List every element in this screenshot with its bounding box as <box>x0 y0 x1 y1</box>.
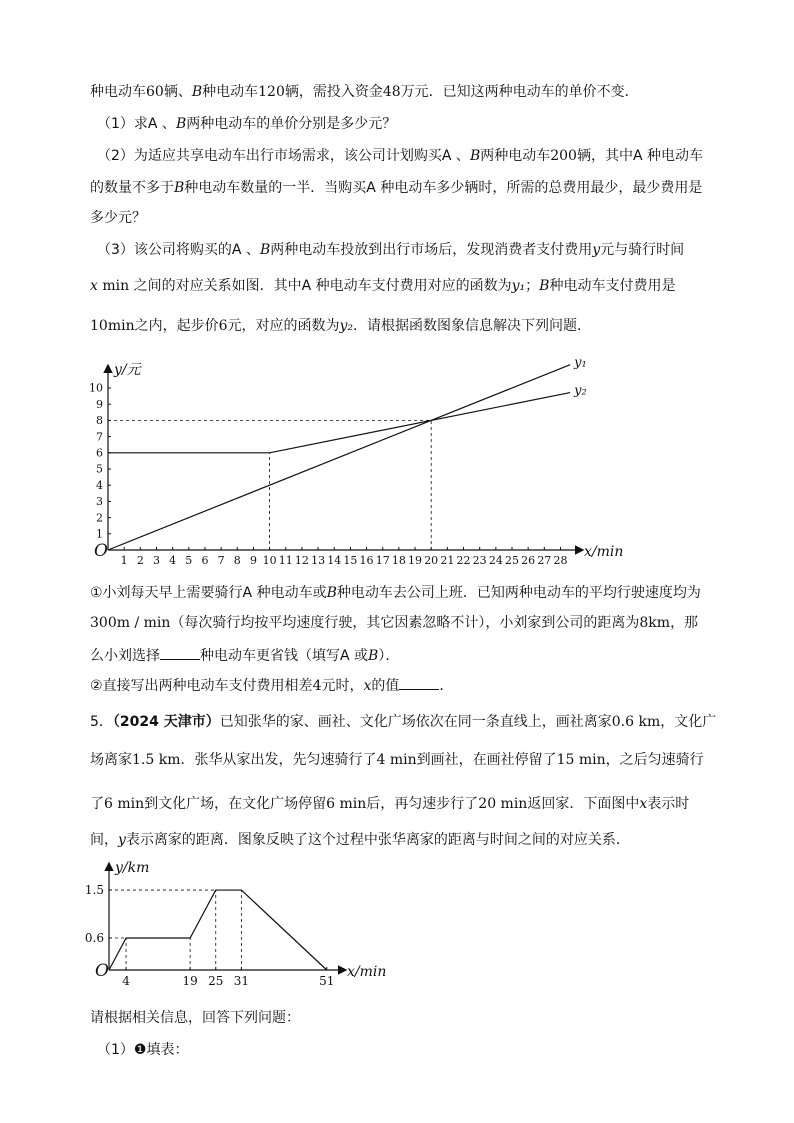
p4-intro: 种电动车60辆、B种电动车120辆，需投入资金48万元．已知这两种电动车的单价不变． <box>90 84 639 100</box>
p4-q3-line1: （3）该公司将购买的A 、B两种电动车投放到出行市场后，发现消费者支付费用y元与骑行时间 <box>97 242 685 258</box>
p4-sub2: ②直接写出两种电动车支付费用相差4元时，x的值 ． <box>90 675 453 696</box>
x-tick-label: 5 <box>185 554 193 567</box>
x-tick-label: 25 <box>505 554 519 567</box>
x-tick-label: 4 <box>122 974 130 988</box>
y-tick-label: 9 <box>96 397 103 411</box>
y-tick-label: 0.6 <box>84 931 104 946</box>
x-tick-label: 12 <box>294 554 309 567</box>
x-tick-label: 10 <box>262 554 277 567</box>
x-tick-label: 23 <box>472 554 487 567</box>
p4-sub1-line1: ①小刘每天早上需要骑行A 种电动车或B种电动车去公司上班．已知两种电动车的平均行驶速度均为 <box>90 585 701 601</box>
x-tick-label: 26 <box>521 554 536 567</box>
x-tick-label: 1 <box>120 554 128 567</box>
p5-line3: 了6 min到文化广场，在文化广场停留6 min后，再匀速步行了20 min返回家．下面图中x表示时 <box>90 796 690 812</box>
x-tick-label: 19 <box>182 974 198 988</box>
y-axis-label: y/元 <box>114 362 141 378</box>
p4-q2-line2: 的数量不多于B种电动车数量的一半．当购买A 种电动车多少辆时，所需的总费用最少，最少费用是 <box>90 180 703 196</box>
p4-q3-line3: 10min之内，起步价6元，对应的函数为y₂．请根据函数图象信息解决下列问题． <box>90 318 592 334</box>
y-tick-label: 8 <box>96 414 103 428</box>
x-tick-label: 22 <box>456 554 471 567</box>
x-tick-label: 21 <box>440 554 455 567</box>
p4-sub1-line3: 么小刘选择 种电动车更省钱（填写A 或B）． <box>90 645 399 666</box>
p4-q2-line3: 多少元？ <box>90 210 146 226</box>
p5-after1: 请根据相关信息，回答下列问题： <box>90 1010 300 1026</box>
p4-q2-line1: （2）为适应共享电动车出行市场需求，该公司计划购买A 、B两种电动车200辆，其中A 种电动车 <box>97 148 703 164</box>
x-tick-label: 16 <box>359 554 374 567</box>
x-tick-label: 15 <box>343 554 358 567</box>
y-tick-label: 1.5 <box>84 883 104 898</box>
y-tick-label: 1 <box>96 527 103 541</box>
x-tick-label: 8 <box>233 554 241 567</box>
y-tick-label: 7 <box>96 430 103 444</box>
x-tick-label: 2 <box>136 554 144 567</box>
x-tick-label: 4 <box>169 554 177 567</box>
x-tick-label: 28 <box>553 554 568 567</box>
p4-q1: （1）求A 、B两种电动车的单价分别是多少元？ <box>97 116 397 132</box>
y-tick-label: 4 <box>96 478 103 492</box>
x-tick-label: 17 <box>375 554 390 567</box>
series-label: y₁ <box>574 355 587 371</box>
y-tick-label: 2 <box>96 511 103 525</box>
x-tick-label: 11 <box>278 554 293 567</box>
x-tick-label: 31 <box>233 974 250 988</box>
y-tick-label: 3 <box>96 495 103 509</box>
p5-line2: 场离家1.5 km．张华从家出发，先匀速骑行了4 min到画社，在画社停留了15 min，之后匀速骑行 <box>90 752 704 768</box>
p5-line1: 5．（2024 天津市）已知张华的家、画社、文化广场依次在同一条直线上，画社离家0.6 km，文化广 <box>90 714 717 730</box>
x-axis-label: x/min <box>584 544 624 560</box>
x-tick-label: 51 <box>319 974 335 988</box>
y-tick-label: 5 <box>96 462 103 476</box>
x-tick-label: 13 <box>311 554 326 567</box>
origin-label: O <box>95 961 109 981</box>
x-tick-label: 18 <box>391 554 406 567</box>
p4-q3-line2: x min 之间的对应关系如图．其中A 种电动车支付费用对应的函数为y₁；B种电动车支付费用是 <box>90 278 676 294</box>
x-tick-label: 7 <box>217 554 225 567</box>
series-line <box>109 890 327 970</box>
y-tick-label: 6 <box>96 446 103 460</box>
p5-line4: 间，y表示离家的距离．图象反映了这个过程中张华离家的距离与时间之间的对应关系． <box>90 832 630 848</box>
x-tick-label: 9 <box>249 554 257 567</box>
series-label: y₂ <box>574 383 587 399</box>
x-axis-label: x/min <box>347 964 387 980</box>
x-tick-label: 24 <box>488 554 503 567</box>
y-tick-label: 10 <box>89 381 103 395</box>
p4-sub1-line2: 300m / min（每次骑行均按平均速度行驶，其它因素忽略不计），小刘家到公司的距离为8km，那 <box>90 615 699 631</box>
x-tick-label: 3 <box>152 554 160 567</box>
x-tick-label: 27 <box>537 554 552 567</box>
x-tick-label: 25 <box>208 974 224 988</box>
p5-after2: （1）❶填表： <box>97 1042 189 1058</box>
origin-label: O <box>94 541 108 561</box>
y-axis-label: y/km <box>115 860 150 876</box>
x-tick-label: 6 <box>201 554 209 567</box>
x-tick-label: 20 <box>424 554 439 567</box>
x-tick-label: 14 <box>327 554 342 567</box>
x-tick-label: 19 <box>408 554 423 567</box>
